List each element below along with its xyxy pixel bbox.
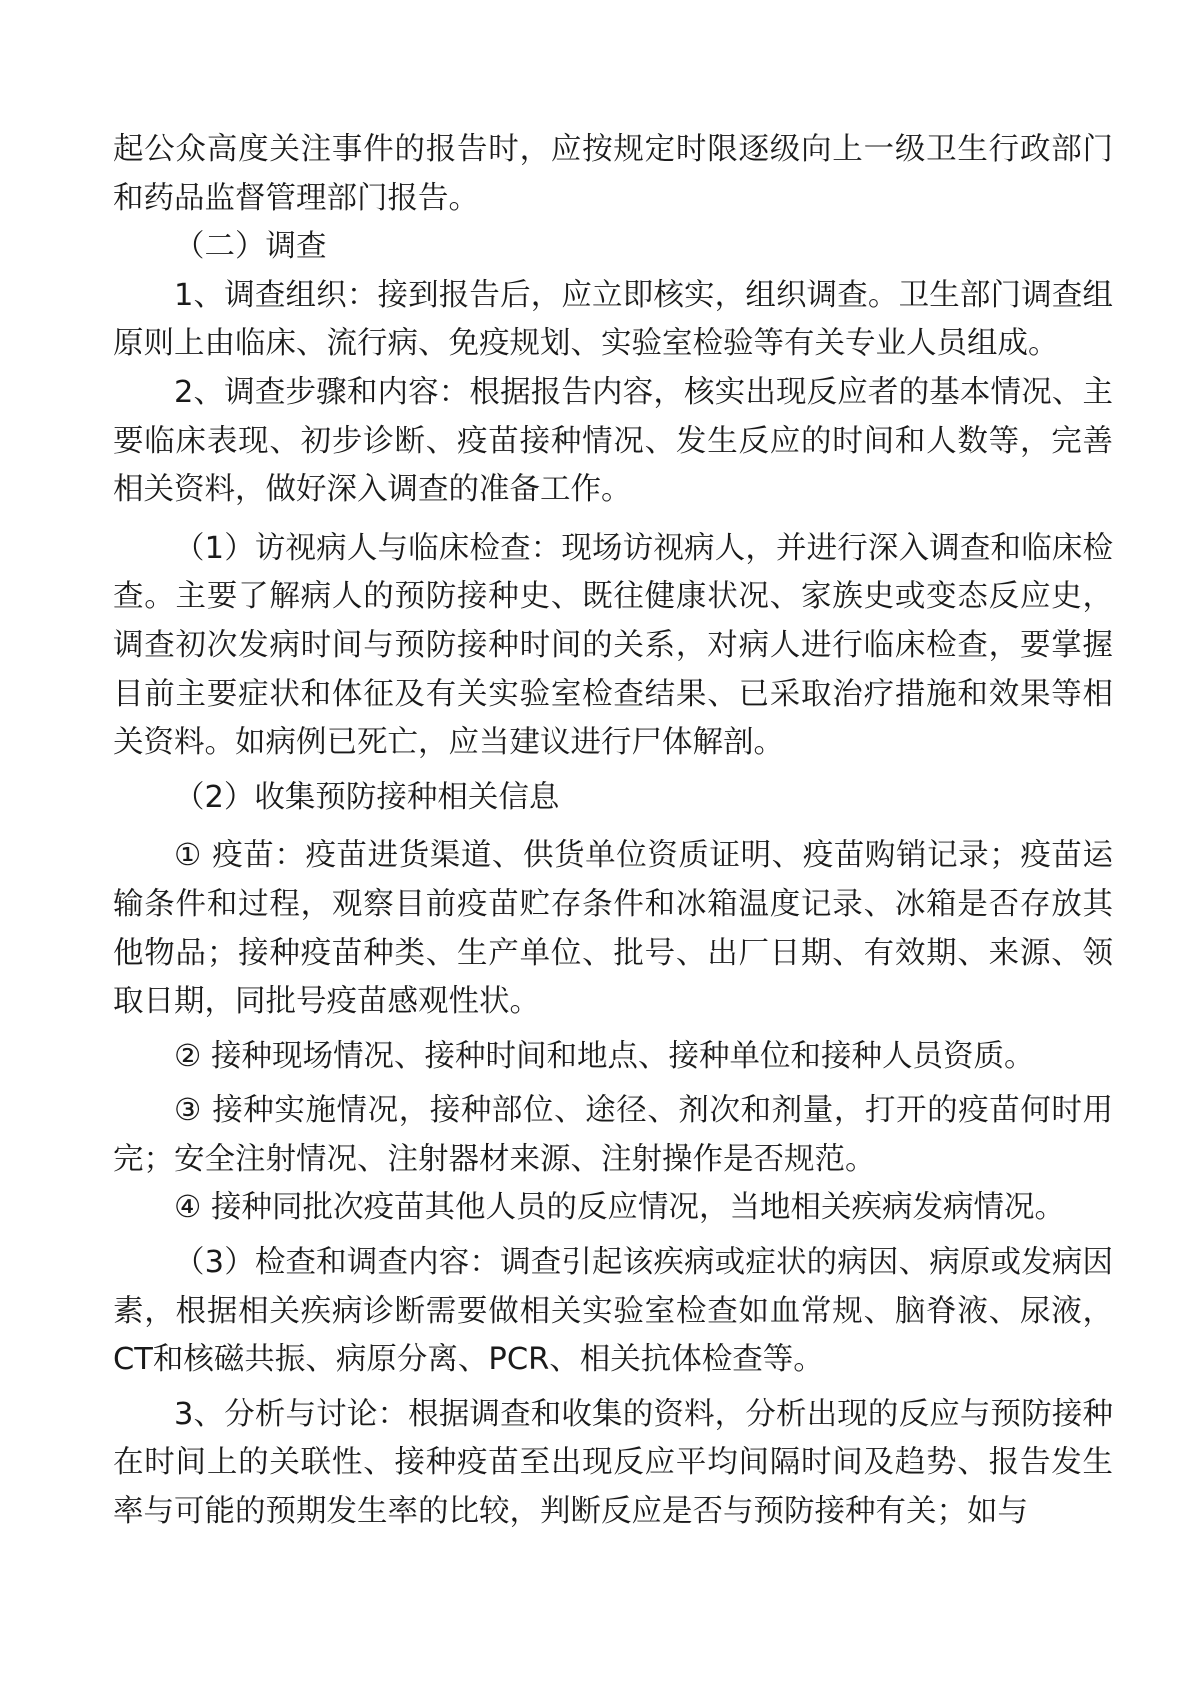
paragraph-investigation-steps: 2、调查步骤和内容：根据报告内容，核实出现反应者的基本情况、主要临床表现、初步诊断、疫苗接种情况、发生反应的时间和人数等，完善相关资料，做好深入调查的准备工作。 [113, 374, 1113, 508]
subheading-vaccination-info: （2）收集预防接种相关信息 [174, 779, 560, 815]
list-item-implementation: ③ 接种实施情况，接种部位、途径、剂次和剂量，打开的疫苗何时用完；安全注射情况、注射器材来源、注射操作是否规范。 [113, 1093, 1113, 1177]
document-body [113, 126, 1113, 1537]
paragraph-investigation-organization: 1、调查组织：接到报告后，应立即核实，组织调查。卫生部门调查组原则上由临床、流行病、免疫规划、实验室检验等有关专业人员组成。 [113, 277, 1113, 362]
paragraph-continuation: 起公众高度关注事件的报告时，应按规定时限逐级向上一级卫生行政部门和药品监督管理部门报告。 [113, 132, 1113, 216]
section-heading-investigation: （二）调查 [174, 229, 327, 265]
list-item-site-conditions: ② 接种现场情况、接种时间和地点、接种单位和接种人员资质。 [174, 1038, 1035, 1074]
paragraph-patient-visit: （1）访视病人与临床检查：现场访视病人，并进行深入调查和临床检查。主要了解病人的预防接种史、既往健康状况、家族史或变态反应史，调查初次发病时间与预防接种时间的关系，对病人进行临床检查，要掌握目前主要症状和体征及有关实验室检查结果、已采取治疗措施和效果等相关资料。如病例已死亡，应当建议进行尸体解剖。 [113, 530, 1113, 761]
list-item-same-batch-reactions: ④ 接种同批次疫苗其他人员的反应情况，当地相关疾病发病情况。 [174, 1190, 1066, 1226]
paragraph-analysis-discussion: 3、分析与讨论：根据调查和收集的资料，分析出现的反应与预防接种在时间上的关联性、接种疫苗至出现反应平均间隔时间及趋势、报告发生率与可能的预期发生率的比较，判断反应是否与预防接种有关；如与 [113, 1396, 1113, 1530]
list-item-vaccine: ① 疫苗：疫苗进货渠道、供货单位资质证明、疫苗购销记录；疫苗运输条件和过程，观察目前疫苗贮存条件和冰箱温度记录、冰箱是否存放其他物品；接种疫苗种类、生产单位、批号、出厂日期、有效期、来源、领取日期，同批号疫苗感观性状。 [113, 838, 1113, 1020]
paragraph-examination-content: （3）检查和调查内容：调查引起该疾病或症状的病因、病原或发病因素，根据相关疾病诊断需要做相关实验室检查如血常规、脑脊液、尿液，CT和核磁共振、病原分离、PCR、相关抗体检查等。 [113, 1245, 1113, 1378]
